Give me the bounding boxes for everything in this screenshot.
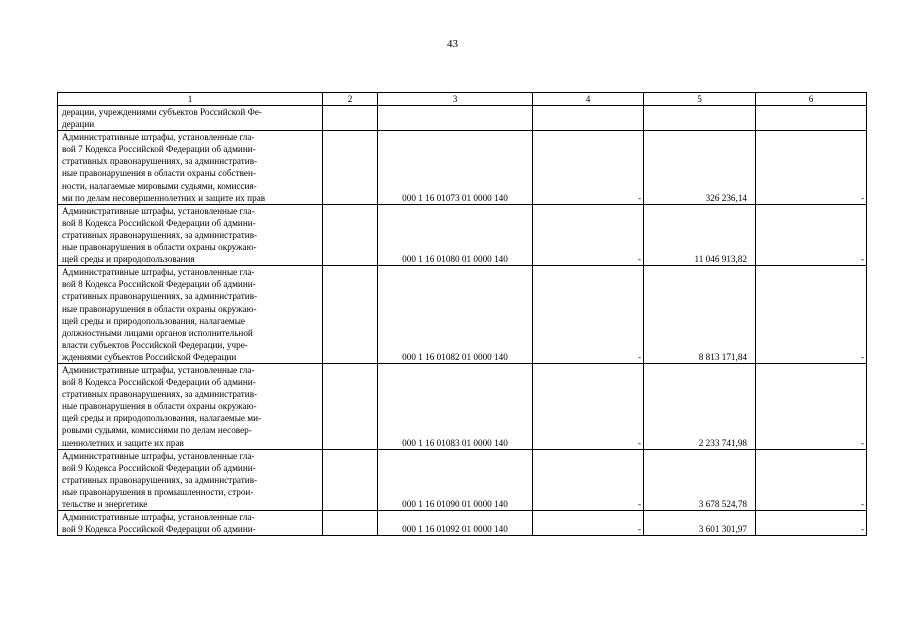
header-col-5: 5 — [644, 93, 756, 106]
header-col-1: 1 — [58, 93, 323, 106]
row-col-6: - — [756, 131, 867, 205]
row-description — [58, 511, 323, 536]
description-line: ровыми судьями, комиссиями по делам несовер- — [62, 425, 252, 436]
description-line: Административные штрафы, установленные гла- — [62, 205, 255, 216]
description-line: Административные штрафы, установленные гла- — [62, 450, 255, 461]
row-amount: 11 046 913,82 — [644, 204, 756, 265]
row-description — [58, 106, 323, 131]
table-row — [58, 106, 867, 131]
table-row — [58, 204, 867, 265]
description-line: ные правонарушения в области охраны окружаю- — [62, 303, 257, 314]
description-line: дерации, учреждениями субъектов Российской Фе- — [62, 107, 262, 117]
row-description — [58, 131, 323, 205]
row-amount: 3 601 301,97 — [644, 511, 756, 536]
description-line: ные правонарушения в области охраны окружаю- — [62, 401, 257, 412]
description-line: Административные штрафы, установленные гла- — [62, 512, 255, 523]
row-description — [58, 449, 323, 510]
description-line: ные правонарушения в области охраны окружаю- — [62, 242, 257, 253]
description-line: стративных правонарушениях, за административ- — [62, 156, 258, 167]
table-row — [58, 449, 867, 510]
description-line: должностными лицами органов исполнительной — [62, 327, 253, 338]
description-line: щей среды и природопользования, налагаемые — [62, 315, 245, 326]
row-col-4: - — [533, 511, 644, 536]
description-line: Административные штрафы, установленные гла- — [62, 267, 255, 278]
description-line: власти субъектов Российской Федерации, учре- — [62, 339, 248, 350]
row-col-6: - — [756, 511, 867, 536]
description-line: ности, налагаемые мировыми судьями, комиссия- — [62, 180, 257, 191]
row-code: 000 1 16 01092 01 0000 140 — [378, 511, 533, 536]
row-col-6 — [756, 106, 867, 131]
row-col-4 — [533, 106, 644, 131]
header-col-3: 3 — [378, 93, 533, 106]
row-col-4: - — [533, 266, 644, 364]
row-description — [58, 363, 323, 449]
row-col-2 — [323, 131, 378, 205]
row-col-4: - — [533, 449, 644, 510]
row-col-2 — [323, 511, 378, 536]
row-amount: 2 233 741,98 — [644, 363, 756, 449]
table-row — [58, 363, 867, 449]
table-row — [58, 266, 867, 364]
description-line: шеннолетних и защите их прав — [62, 437, 184, 448]
table-header-row — [58, 93, 867, 106]
description-line: вой 8 Кодекса Российской Федерации об админи- — [62, 377, 256, 388]
row-col-6: - — [756, 266, 867, 364]
row-code — [378, 106, 533, 131]
row-code: 000 1 16 01073 01 0000 140 — [378, 131, 533, 205]
description-line: ные правонарушения в области охраны собствен- — [62, 168, 256, 179]
description-line: вой 9 Кодекса Российской Федерации об админи- — [62, 462, 256, 473]
header-col-6: 6 — [756, 93, 867, 106]
description-line: вой 8 Кодекса Российской Федерации об админи- — [62, 279, 256, 290]
description-line: Административные штрафы, установленные гла- — [62, 364, 255, 375]
row-amount: 326 236,14 — [644, 131, 756, 205]
description-line: вой 9 Кодекса Российской Федерации об админи- — [62, 524, 256, 535]
description-line: вой 8 Кодекса Российской Федерации об админи- — [62, 217, 256, 228]
header-col-4: 4 — [533, 93, 644, 106]
description-line: вой 7 Кодекса Российской Федерации об админи- — [62, 144, 256, 155]
row-col-2 — [323, 106, 378, 131]
description-line: ные правонарушения в промышленности, строи- — [62, 486, 254, 497]
row-col-2 — [323, 363, 378, 449]
budget-table — [57, 92, 867, 536]
row-col-6: - — [756, 449, 867, 510]
row-amount — [644, 106, 756, 131]
description-line: щей среды и природопользования — [62, 254, 195, 265]
row-description — [58, 266, 323, 364]
description-line: стративных правонарушениях, за административ- — [62, 474, 258, 485]
header-col-2: 2 — [323, 93, 378, 106]
description-line: тельстве и энергетике — [62, 499, 148, 509]
row-col-2 — [323, 266, 378, 364]
description-line: ждениями субъектов Российской Федерации — [62, 351, 237, 362]
row-col-6: - — [756, 363, 867, 449]
description-line: стративных правонарушениях, за административ- — [62, 291, 258, 302]
row-description — [58, 204, 323, 265]
row-col-2 — [323, 449, 378, 510]
description-line: стративных правонарушениях, за административ- — [62, 389, 258, 400]
description-line: ми по делам несовершеннолетних и защите их прав — [62, 192, 266, 203]
description-line: дерации — [62, 119, 95, 130]
row-col-4: - — [533, 131, 644, 205]
row-code: 000 1 16 01083 01 0000 140 — [378, 363, 533, 449]
row-col-4: - — [533, 363, 644, 449]
row-col-2 — [323, 204, 378, 265]
row-amount: 8 813 171,84 — [644, 266, 756, 364]
description-line: стративных правонарушениях, за административ- — [62, 229, 258, 240]
description-line: щей среды и природопользования, налагаемые ми- — [62, 413, 262, 424]
table-row — [58, 131, 867, 205]
description-line: Административные штрафы, установленные гла- — [62, 132, 255, 143]
row-col-6: - — [756, 204, 867, 265]
row-col-4: - — [533, 204, 644, 265]
row-amount: 3 678 524,78 — [644, 449, 756, 510]
table-row — [58, 511, 867, 536]
row-code: 000 1 16 01082 01 0000 140 — [378, 266, 533, 364]
row-code: 000 1 16 01090 01 0000 140 — [378, 449, 533, 510]
row-code: 000 1 16 01080 01 0000 140 — [378, 204, 533, 265]
page-number: 43 — [447, 38, 458, 50]
